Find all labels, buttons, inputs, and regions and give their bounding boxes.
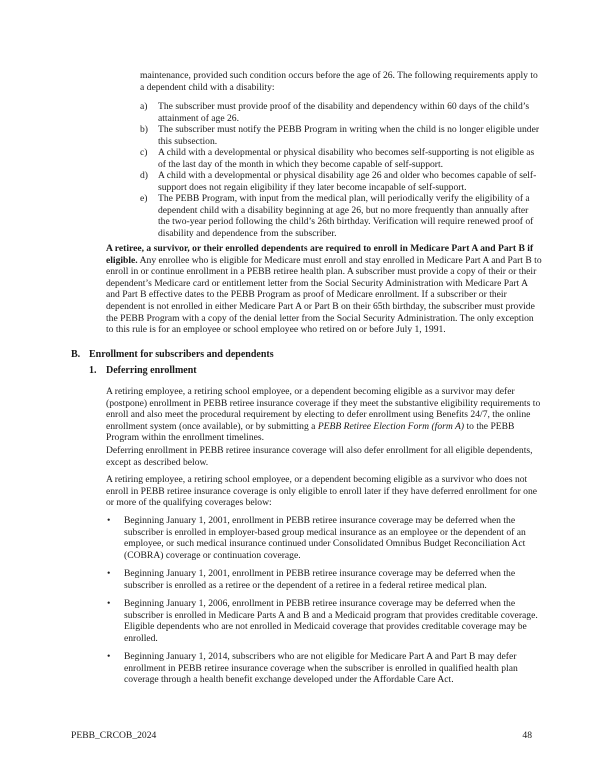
- bullet-icon: •: [107, 515, 111, 526]
- medicare-text: Any enrollee who is eligible for Medicare must enroll and stay enrolled in Medicare Part A and Part B to enroll in or continue enrollment in a PEBB retiree health plan. A subscriber must provide a copy of their or their dependent’s Medicare card or entitlement letter from the Social Security Administration with Medicare Part A and Part B effective dates to the PEBB Program as proof of Medicare enrollment. If a subscriber or their dependent is not enrolled in either Medicare Part A or Part B on their 65th birthday, the subscriber must provide the PEBB Program with a copy of the denial letter from the Social Security Administration. The only exception to this rule is for an employee or school employee who retired on or before July 1, 1991.: [106, 254, 542, 336]
- list-item: [107, 568, 543, 592]
- intro-paragraph: maintenance, provided such condition occurs before the age of 26. The following requirements apply to a dependent child with a disability:: [140, 70, 538, 93]
- footer-page-number: 48: [522, 730, 532, 741]
- list-item: [140, 193, 540, 241]
- list-marker: a): [140, 101, 148, 112]
- bullet-icon: •: [107, 651, 111, 662]
- list-item: [140, 124, 540, 148]
- subsection-marker: 1.: [89, 365, 97, 376]
- list-item: [107, 515, 543, 563]
- list-item-text: Beginning January 1, 2001, enrollment in PEBB retiree insurance coverage may be deferred when the subscriber is enrolled as a retiree or the dependent of a retiree in a federal retiree medical plan.: [124, 568, 516, 591]
- footer-doc-id: PEBB_CRCOB_2024: [71, 730, 157, 741]
- medicare-bold-lead: A retiree, a survivor, or their enrolled dependents are required to enroll in Medicare Part A and Part B if eligible.: [106, 243, 534, 266]
- list-item: [107, 598, 543, 646]
- list-marker: c): [140, 147, 148, 158]
- list-item-text: The subscriber must provide proof of the disability and dependency within 60 days of the child’s attainment of age 26.: [158, 101, 530, 124]
- bullet-icon: •: [107, 598, 111, 609]
- list-marker: b): [140, 124, 148, 135]
- form-a-reference: PEBB Retiree Election Form (form A): [317, 420, 465, 432]
- bullet-icon: •: [107, 568, 111, 579]
- subsection-title: Deferring enrollment: [106, 365, 197, 376]
- list-item-text: Beginning January 1, 2001, enrollment in PEBB retiree insurance coverage may be deferred when the subscriber is enrolled in employer-based group medical insurance as an employee or the dependent of an employee, or such medical insurance continued under Consolidated Omnibus Budget Reconciliation Act (COBRA) coverage or continuation coverage.: [124, 515, 526, 561]
- section-marker: B.: [71, 349, 81, 360]
- list-item-text: Beginning January 1, 2006, enrollment in PEBB retiree insurance coverage may be deferred when the subscriber is enrolled in Medicare Parts A and B and a Medicaid program that provides creditable coverage. Eligible dependents who are not enrolled in Medicaid coverage that provides creditable coverage may be enrolled.: [124, 598, 538, 644]
- section-title: Enrollment for subscribers and dependents: [89, 349, 274, 360]
- deferring-paragraph-1: A retiring employee, a retiring school employee, or a dependent becoming eligible as a survivor may defer (postpone) enrollment in PEBB retiree insurance coverage if they meet the substantive eligibility requirements to enroll and also meet the procedural requirement by electing to defer enrollment using Benefits 24/7, the online enrollment system (once available), or by submitting a PEBB Retiree Election Form (form A) to the PEBB Program within the enrollment timelines.: [106, 386, 541, 444]
- list-marker: e): [140, 193, 148, 204]
- medicare-paragraph: [106, 243, 542, 336]
- list-item: [107, 651, 543, 687]
- deferring-paragraph-3: A retiring employee, a retiring school employee, or a dependent becoming eligible as a survivor who does not enroll in PEBB retiree insurance coverage is only eligible to enroll later if they have deferred enrollment for one or more of the qualifying coverages below:: [106, 474, 538, 509]
- list-item-text: The PEBB Program, with input from the medical plan, will periodically verify the eligibility of a dependent child with a disability beginning at age 26, but no more frequently than annually after the two-year period following the child’s 26th birthday. Verification will require renewed proof of disability and dependence from the subscriber.: [158, 193, 534, 239]
- list-item-text: A child with a developmental or physical disability age 26 and older who becomes capable of self-support does not regain eligibility if they later become incapable of self-support.: [158, 170, 537, 193]
- list-item-text: The subscriber must notify the PEBB Program in writing when the child is no longer eligible under this subsection.: [158, 124, 540, 147]
- list-item-text: A child with a developmental or physical disability who becomes self-supporting is not eligible as of the last day of the month in which they become capable of self-support.: [158, 147, 535, 170]
- list-item-text: Beginning January 1, 2014, subscribers who are not eligible for Medicare Part A and Part B may defer enrollment in PEBB retiree insurance coverage when the subscriber is enrolled in qualified health plan coverage through a health benefit exchange developed under the Affordable Care Act.: [124, 651, 518, 686]
- list-item: [140, 147, 540, 171]
- list-item: [140, 101, 540, 125]
- list-item: [140, 170, 540, 194]
- deferring-paragraph-2: Deferring enrollment in PEBB retiree insurance coverage will also defer enrollment for all eligible dependents, except as described below.: [106, 445, 533, 468]
- list-marker: d): [140, 170, 148, 181]
